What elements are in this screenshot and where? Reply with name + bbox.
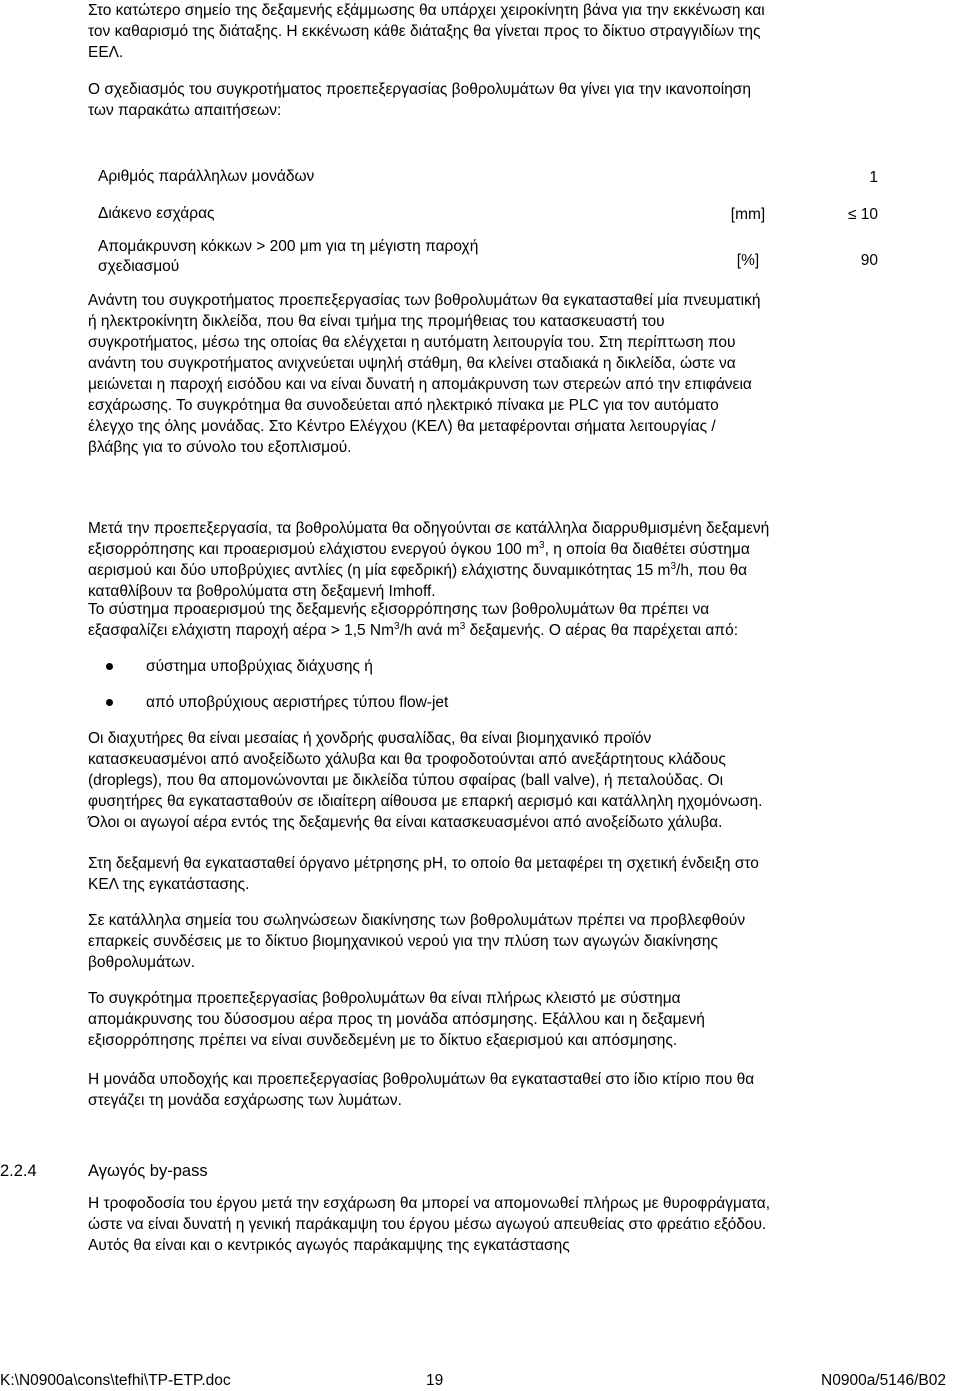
- paragraph-ph: Στη δεξαμενή θα εγκατασταθεί όργανο μέτρησης pH, το οποίο θα μεταφέρει τη σχετική ένδειξη στο ΚΕΛ της εγκατάστασης.: [88, 855, 759, 893]
- list-item-text: από υποβρύχιους αεριστήρες τύπου flow-jet: [146, 694, 449, 711]
- row-label: Αριθμός παράλληλων μονάδων: [98, 168, 315, 185]
- paragraph-washdown: Σε κατάλληλα σημεία του σωληνώσεων διακίνησης των βοθρολυμάτων πρέπει να προβλεφθούν επαρκείς συνδέσεις με το δίκτυο βιομηχανικού νερού για την πλύση των αγωγών διακίνησης βοθρολυμάτων.: [88, 912, 746, 971]
- list-item-text: σύστημα υποβρύχιας διάχυσης ή: [146, 658, 373, 675]
- bullet-icon: [106, 699, 113, 706]
- paragraph-bypass: Η τροφοδοσία του έργου μετά την εσχάρωση θα μπορεί να απομονωθεί πλήρως με θυροφράγματα, ώστε να είναι δυνατή η γενική παράκαμψη του έργου μέσω αγωγού απευθείας στο φρεάτιο εξόδου. Αυτός θα είναι και ο κεντρικός αγωγός παράκαμψης της εγκατάστασης: [88, 1195, 771, 1254]
- row-value: ≤ 10: [847, 206, 878, 223]
- paragraph-intro: Στο κατώτερο σημείο της δεξαμενής εξάμμωσης θα υπάρχει χειροκίνητη βάνα για την εκκένωση και τον καθαρισμό της διάταξης. Η εκκένωση κάθε διάταξης θα γίνεται προς το δίκτυο στραγγιδίων της ΕΕΛ.: [88, 2, 765, 61]
- paragraph-valve: Ανάντη του συγκροτήματος προεπεξεργασίας των βοθρολυμάτων θα εγκατασταθεί μία πνευματική ή ηλεκτροκίνητη δικλείδα, που θα είναι τμήμα της προμήθειας του κατασκευαστή του συγκροτήματος, μέσω της οποίας θα ελέγχεται η αυτόματη λειτουργία του. Στη περίπτωση που ανάντη του συγκροτήματος ανιχνεύεται υψηλή στάθμη, θα κλείνει σταδιακά η δικλείδα, ώστε να μειώνεται η παροχή εισόδου και να είναι δυνατή η απομάκρυνση των στερεών από την επιφάνεια εσχάρωσης. Το συγκρότημα θα συνοδεύεται από ηλεκτρικό πίνακα με PLC για τον αυτόματο έλεγχο της όλης μονάδας. Στο Κέντρο Ελέγχου (ΚΕΛ) θα μεταφέρονται σήματα λειτουργίας / βλάβης για το σύνολο του εξοπλισμού.: [88, 292, 761, 456]
- paragraph-design: Ο σχεδιασμός του συγκροτήματος προεπεξεργασίας βοθρολυμάτων θα γίνει για την ικανοποίηση των παρακάτω απαιτήσεων:: [88, 81, 751, 119]
- section-title: Αγωγός by-pass: [88, 1162, 208, 1180]
- paragraph-building: Η μονάδα υποδοχής και προεπεξεργασίας βοθρολυμάτων θα εγκατασταθεί στο ίδιο κτίριο που θα στεγάζει τη μονάδα εσχάρωσης των λυμάτων.: [88, 1071, 755, 1109]
- paragraph-after-pretreatment: Μετά την προεπεξεργασία, τα βοθρολύματα θα οδηγούνται σε κατάλληλα διαρρυθμισμένη δεξαμενή εξισορρόπησης και προαερισμού ελάχιστου ενεργού όγκου 100 $m^3$, η οποία θα διαθέτει σύστημα αερισμού και δύο υποβρύχιες αντλίες (η μία εφεδρική) ελάχιστης δυναμικότητας 15 $m^3/h$, που θα καταθλίβουν τα βοθρολύματα στη δεξαμενή Imhoff.: [88, 520, 770, 600]
- footer-page-number: 19: [426, 1372, 444, 1389]
- section-number: 2.2.4: [0, 1162, 37, 1180]
- paragraph-diffusers: Οι διαχυτήρες θα είναι μεσαίας ή χονδρής φυσαλίδας, θα είναι βιομηχανικό προϊόν κατασκευασμένοι από ανοξείδωτο χάλυβα και θα τροφοδοτούνται από ανεξάρτητους κλάδους (droplegs), που θα απομονώνονται με δικλείδα τύπου σφαίρας (ball valve), ή πεταλούδας. Οι φυσητήρες θα εγκατασταθούν σε ιδιαίτερη αίθουσα με επαρκή αερισμό και κατάλληλη ηχομόνωση. Όλοι οι αγωγοί αέρα εντός της δεξαμενής θα είναι κατασκευασμένοι από ανοξείδωτο χάλυβα.: [88, 730, 763, 831]
- footer-file-path: K:\N0900a\cons\tefhi\TP-ETP.doc: [0, 1372, 231, 1389]
- paragraph-enclosed: Το συγκρότημα προεπεξεργασίας βοθρολυμάτων θα είναι πλήρως κλειστό με σύστημα απομάκρυνσης του δύσοσμου αέρα προς τη μονάδα απόσμησης. Εξάλλου και η δεξαμενή εξισορρόπησης πρέπει να είναι συνδεδεμένη με το δίκτυο εξαερισμού και απόσμησης.: [88, 990, 705, 1049]
- row-unit: [mm]: [730, 206, 766, 223]
- row-label: Απομάκρυνση κόκκων > 200 μm για τη μέγιστη παροχή σχεδιασμού: [98, 238, 479, 275]
- row-value: 90: [860, 252, 878, 269]
- footer-document-code: N0900a/5146/B02: [821, 1372, 946, 1389]
- row-label: Διάκενο εσχάρας: [98, 205, 215, 222]
- row-value: 1: [869, 169, 878, 186]
- paragraph-aeration: Το σύστημα προαερισμού της δεξαμενής εξισορρόπησης των βοθρολυμάτων θα πρέπει να εξασφαλίζει ελάχιστη παροχή αέρα > 1,5 Nm$^3$/h ανά $m^3$ δεξαμενής. Ο αέρας θα παρέχεται από:: [88, 601, 738, 639]
- bullet-icon: [106, 663, 113, 670]
- row-unit: [%]: [736, 252, 760, 269]
